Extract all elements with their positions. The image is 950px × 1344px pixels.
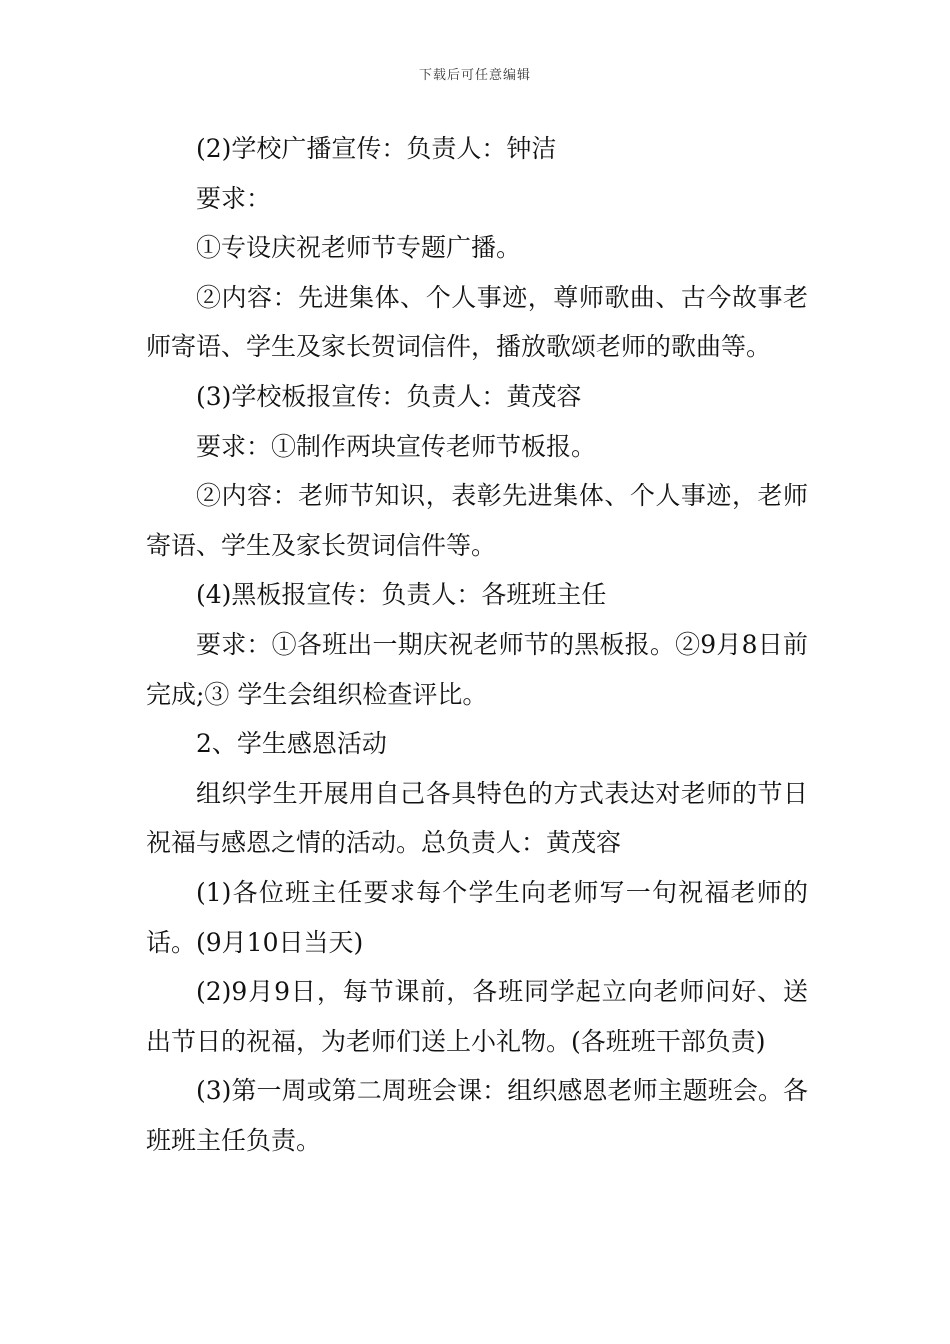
paragraph-gratitude-intro: 组织学生开展用自己各具特色的方式表达对老师的节日祝福与感恩之情的活动。总负责人：黄茂容 (146, 778, 808, 858)
paragraph-board-heading: (3)学校板报宣传：负责人：黄茂容 (196, 381, 582, 411)
paragraph-broadcast-heading: (2)学校广播宣传：负责人：钟洁 (196, 134, 557, 163)
paragraph-requirement-label: 要求： (196, 183, 272, 213)
paragraph-section-heading: 2、学生感恩活动 (196, 729, 387, 759)
paragraph-blackboard-requirements: 要求：①各班出一期庆祝老师节的黑板报。②9月8日前完成;③ 学生会组织检查评比。 (146, 629, 808, 709)
paragraph-blackboard-heading: (4)黑板报宣传：负责人：各班班主任 (196, 580, 607, 610)
paragraph-broadcast-item-2: ②内容：先进集体、个人事迹，尊师歌曲、古今故事老师寄语、学生及家长贺词信件，播放歌颂老师的歌曲等。 (146, 282, 808, 362)
paragraph-gratitude-item-2: (2)9月9日，每节课前，各班同学起立向老师问好、送出节日的祝福，为老师们送上小礼物。(各班班干部负责) (146, 977, 808, 1056)
paragraph-board-item-2: ②内容：老师节知识，表彰先进集体、个人事迹，老师寄语、学生及家长贺词信件等。 (146, 481, 808, 560)
paragraph-gratitude-item-3: (3)第一周或第二周班会课：组织感恩老师主题班会。各班班主任负责。 (146, 1076, 808, 1155)
paragraph-board-item-1: 要求：①制作两块宣传老师节板报。 (196, 431, 597, 461)
page-header: 下载后可任意编辑 (418, 68, 531, 83)
document-body (146, 124, 808, 1165)
paragraph-broadcast-item-1: ①专设庆祝老师节专题广播。 (196, 233, 522, 263)
paragraph-gratitude-item-1: (1)各位班主任要求每个学生向老师写一句祝福老师的话。(9月10日当天) (146, 877, 808, 957)
